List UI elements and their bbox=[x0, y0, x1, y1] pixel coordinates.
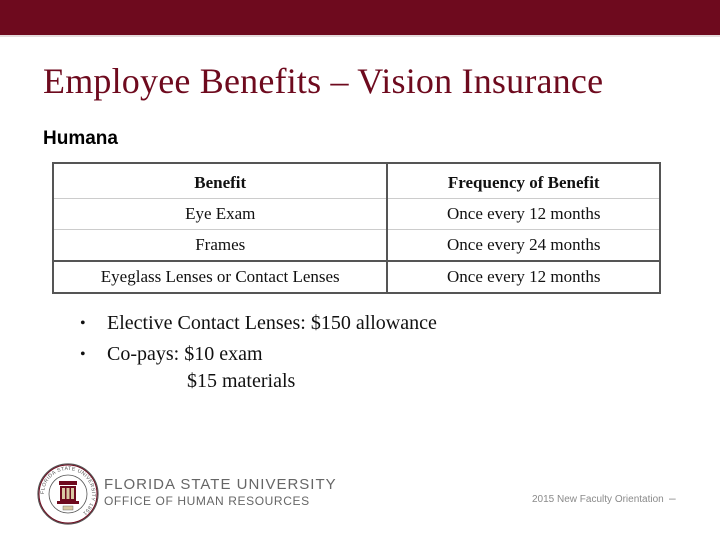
benefits-table bbox=[52, 162, 661, 294]
seal-text: FLORIDA STATE UNIVERSITY 1851 bbox=[39, 465, 97, 517]
table-header-row bbox=[53, 163, 660, 199]
footer-text: 2015 New Faculty Orientation bbox=[532, 494, 664, 505]
table-row bbox=[53, 230, 660, 262]
table-cell-frequency: Once every 12 months bbox=[387, 261, 660, 293]
bullet-text: Co-pays: $10 exam bbox=[107, 343, 263, 365]
table-cell-benefit: Eyeglass Lenses or Contact Lenses bbox=[53, 261, 387, 293]
slide-title: Employee Benefits – Vision Insurance bbox=[43, 61, 604, 101]
column-header-benefit: Benefit bbox=[53, 163, 387, 199]
table-cell-frequency: Once every 12 months bbox=[387, 199, 660, 230]
header-bar bbox=[0, 0, 720, 35]
list-item bbox=[78, 308, 437, 339]
footer-dash: – bbox=[669, 491, 676, 505]
table-row bbox=[53, 199, 660, 230]
table-cell-benefit: Eye Exam bbox=[53, 199, 387, 230]
table-row bbox=[53, 261, 660, 293]
table-cell-benefit: Frames bbox=[53, 230, 387, 262]
table-cell-frequency: Once every 24 months bbox=[387, 230, 660, 262]
bullet-text: Elective Contact Lenses: $150 allowance bbox=[107, 312, 437, 334]
copay-materials-text: $15 materials bbox=[187, 370, 296, 392]
office-name: OFFICE OF HUMAN RESOURCES bbox=[104, 494, 310, 508]
list-item bbox=[78, 339, 437, 370]
column-header-frequency: Frequency of Benefit bbox=[387, 163, 660, 199]
slide-subtitle: Humana bbox=[43, 128, 118, 149]
bullet-list bbox=[78, 308, 437, 370]
university-name: FLORIDA STATE UNIVERSITY bbox=[104, 476, 337, 493]
bullet-icon: • bbox=[80, 315, 86, 332]
university-wordmark bbox=[104, 476, 337, 508]
university-seal-icon bbox=[37, 463, 99, 525]
bullet-icon: • bbox=[80, 346, 86, 363]
header-divider bbox=[0, 35, 720, 37]
